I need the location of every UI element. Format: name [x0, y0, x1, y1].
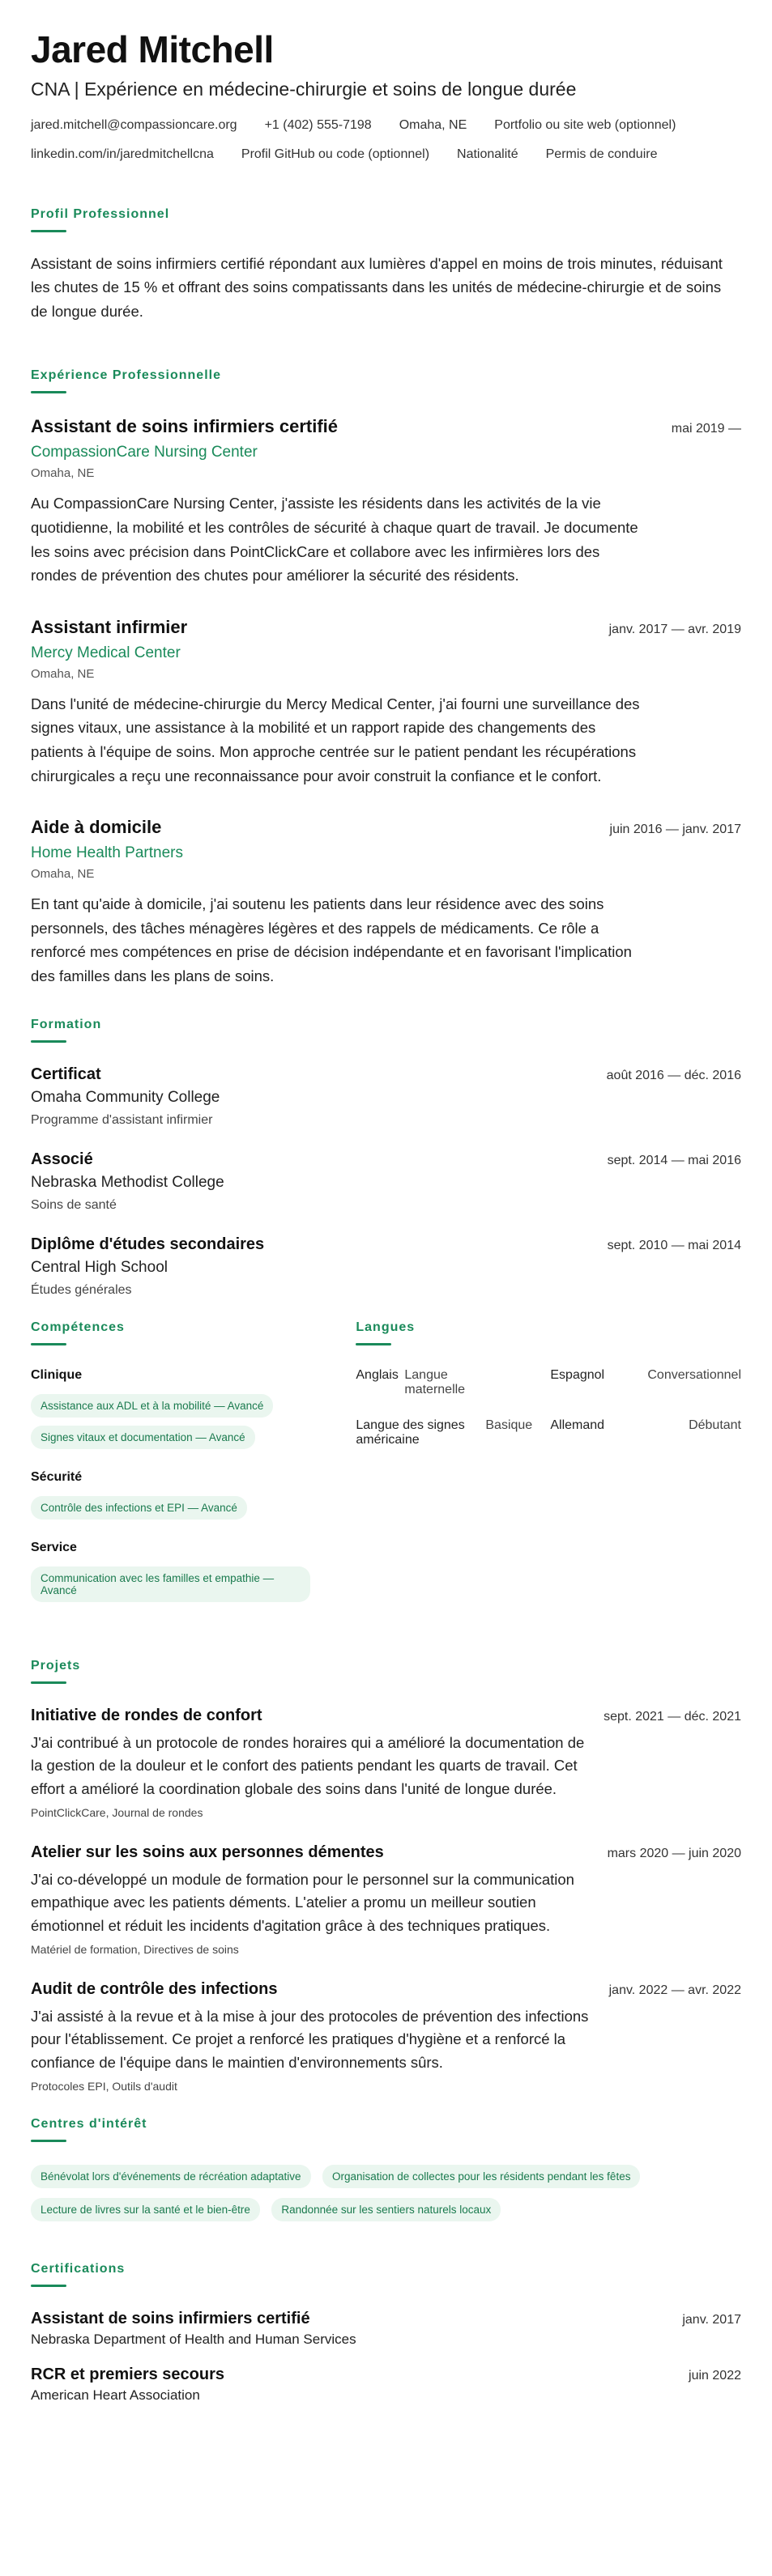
- education-field: Études générales: [31, 1282, 132, 1297]
- education-date: août 2016 — déc. 2016: [606, 1068, 741, 1082]
- job-company: CompassionCare Nursing Center: [31, 444, 258, 461]
- contact-linkedin[interactable]: linkedin.com/in/jaredmitchellcna: [31, 147, 214, 161]
- education-entry: [31, 1150, 741, 1213]
- section-title: Formation: [31, 1017, 102, 1031]
- education-field: Soins de santé: [31, 1197, 117, 1212]
- language-name: Allemand: [550, 1418, 605, 1432]
- contact-license: Permis de conduire: [545, 147, 658, 161]
- job-location: Omaha, NE: [31, 466, 95, 481]
- contact-email[interactable]: jared.mitchell@compassioncare.org: [31, 117, 237, 132]
- job-title: Assistant infirmier: [31, 616, 188, 637]
- interest-chip: Bénévolat lors d'événements de récréation adaptative: [31, 2165, 311, 2188]
- skill-group: [31, 1470, 317, 1523]
- project-name: Audit de contrôle des infections: [31, 1979, 278, 1998]
- skill-chip: Communication avec les familles et empathie — Avancé: [31, 1566, 310, 1602]
- section-title: Projets: [31, 1658, 81, 1673]
- skill-category: Clinique: [31, 1367, 83, 1382]
- projects-section: [31, 1659, 741, 2093]
- interest-chip: Organisation de collectes pour les résidents pendant les fêtes: [322, 2165, 640, 2188]
- project-date: mars 2020 — juin 2020: [607, 1846, 741, 1860]
- summary-text: Assistant de soins infirmiers certifié répondant aux lumières d'appel en moins de trois minutes, réduisant les chutes de 15 % et offrant des soins compatissants dans les unités de médecine-chirurgie et de soins de longue durée.: [31, 254, 723, 320]
- language-level: Langue maternelle: [404, 1367, 466, 1396]
- language-name: Langue des signes américaine: [356, 1418, 465, 1447]
- interest-chip: Randonnée sur les sentiers naturels locaux: [271, 2198, 501, 2221]
- contact-row-2: [31, 147, 741, 162]
- section-divider: [31, 391, 66, 393]
- skills-column: [31, 1320, 317, 1623]
- skill-group: [31, 1368, 317, 1452]
- section-divider: [356, 1343, 391, 1345]
- section-divider: [31, 2140, 66, 2142]
- job-title: Assistant de soins infirmiers certifié: [31, 416, 339, 437]
- section-title: Centres d'intérêt: [31, 2116, 147, 2131]
- languages-column: [356, 1320, 741, 1623]
- project-entry: [31, 1843, 741, 1956]
- section-divider: [31, 1343, 66, 1345]
- education-date: sept. 2014 — mai 2016: [607, 1153, 741, 1167]
- education-degree: Diplôme d'études secondaires: [31, 1235, 265, 1253]
- interests-section: [31, 2117, 741, 2226]
- skill-chip: Signes vitaux et documentation — Avancé: [31, 1426, 255, 1449]
- language-level: Conversationnel: [647, 1367, 741, 1382]
- section-title: Langues: [356, 1320, 416, 1334]
- certification-date: janv. 2017: [682, 2312, 741, 2327]
- job-description: Dans l'unité de médecine-chirurgie du Mercy Medical Center, j'ai fourni une surveillance des signes vitaux, une assistance à la mobilité et un rapport rapide des changements des patients à l'équipe de soins. Mon approche centrée sur le patient pendant les récupérations chirurgicales a reçu une reconnaissance pour avoir construit la confiance et le confort.: [31, 695, 640, 784]
- project-date: sept. 2021 — déc. 2021: [604, 1709, 741, 1724]
- certifications-section: [31, 2262, 741, 2404]
- summary-section: [31, 207, 741, 324]
- project-description: J'ai co-développé un module de formation pour le personnel sur la communication empathique avec les patients déments. L'atelier a promu un meilleur soutien émotionnel et réduit les incidents d'agitation grâce à des techniques pratiques.: [31, 1870, 574, 1934]
- job-company: Home Health Partners: [31, 844, 183, 862]
- section-divider: [31, 230, 66, 232]
- job-location: Omaha, NE: [31, 666, 95, 681]
- experience-entry: [31, 617, 741, 788]
- language-name: Espagnol: [550, 1367, 605, 1382]
- interests-list: [31, 2160, 741, 2226]
- certification-name: Assistant de soins infirmiers certifié: [31, 2309, 310, 2327]
- project-date: janv. 2022 — avr. 2022: [608, 1983, 741, 1997]
- job-date: mai 2019 —: [671, 422, 741, 436]
- contact-portfolio[interactable]: Portfolio ou site web (optionnel): [494, 117, 676, 132]
- contact-phone[interactable]: +1 (402) 555-7198: [264, 117, 372, 132]
- certification-issuer: Nebraska Department of Health and Human Services: [31, 2331, 356, 2347]
- project-tools: Matériel de formation, Directives de soins: [31, 1942, 239, 1956]
- project-description: J'ai assisté à la revue et à la mise à jour des protocoles de prévention des infections pour l'établissement. Ce projet a renforcé les pratiques d'hygiène et a renforcé la confiance de l'équipe dans le maintien d'environnements sûrs.: [31, 2007, 589, 2071]
- job-location: Omaha, NE: [31, 867, 95, 882]
- experience-entry: [31, 416, 741, 587]
- job-description: En tant qu'aide à domicile, j'ai soutenu les patients dans leur résidence avec des soins personnels, des tâches ménagères légères et des rappels de médicaments. Ce rôle a renforcé mes compétences en prise de décision indépendante et en favorisant l'implication des familles dans les plans de soins.: [31, 895, 632, 984]
- education-section: [31, 1018, 741, 1298]
- project-tools: PointClickCare, Journal de rondes: [31, 1805, 203, 1819]
- certification-entry: [31, 2366, 741, 2404]
- education-field: Programme d'assistant infirmier: [31, 1112, 213, 1127]
- interest-chip: Lecture de livres sur la santé et le bien-être: [31, 2198, 260, 2221]
- project-entry: [31, 1980, 741, 2093]
- languages-list: [356, 1368, 741, 1447]
- candidate-name: Jared Mitchell: [31, 28, 274, 70]
- section-title: Compétences: [31, 1320, 125, 1334]
- education-entry: [31, 1065, 741, 1128]
- section-divider: [31, 2285, 66, 2287]
- education-school: Nebraska Methodist College: [31, 1173, 224, 1191]
- contact-github[interactable]: Profil GitHub ou code (optionnel): [241, 147, 430, 161]
- job-title: Aide à domicile: [31, 817, 162, 838]
- project-name: Initiative de rondes de confort: [31, 1706, 262, 1724]
- certification-entry: [31, 2310, 741, 2348]
- certification-name: RCR et premiers secours: [31, 2365, 224, 2383]
- education-entry: [31, 1235, 741, 1298]
- skill-chip: Contrôle des infections et EPI — Avancé: [31, 1496, 247, 1520]
- candidate-headline: CNA | Expérience en médecine-chirurgie et soins de longue durée: [31, 78, 577, 100]
- education-degree: Certificat: [31, 1065, 101, 1083]
- job-company: Mercy Medical Center: [31, 644, 181, 661]
- experience-entry: [31, 817, 741, 988]
- experience-section: [31, 368, 741, 988]
- education-school: Central High School: [31, 1258, 168, 1276]
- contact-location: Omaha, NE: [399, 117, 467, 132]
- skills-languages-section: [31, 1320, 741, 1623]
- job-date: juin 2016 — janv. 2017: [609, 823, 741, 837]
- job-date: janv. 2017 — avr. 2019: [608, 622, 741, 636]
- language-level: Basique: [485, 1418, 533, 1432]
- job-description: Au CompassionCare Nursing Center, j'assiste les résidents dans les activités de la vie quotidienne, la mobilité et les contrôles de sécurité à chaque quart de travail. Je documente les soins avec précision dans PointClickCare et collabore avec les infirmières lors des rondes de prévention des chutes pour améliorer la sécurité des résidents.: [31, 495, 638, 584]
- resume-header: [31, 29, 741, 162]
- certification-date: juin 2022: [689, 2368, 741, 2383]
- project-entry: [31, 1707, 741, 1819]
- education-date: sept. 2010 — mai 2014: [607, 1238, 741, 1252]
- section-title: Profil Professionnel: [31, 206, 170, 221]
- section-divider: [31, 1040, 66, 1043]
- education-degree: Associé: [31, 1150, 93, 1168]
- education-school: Omaha Community College: [31, 1088, 220, 1106]
- contact-row-1: [31, 118, 741, 133]
- skill-category: Sécurité: [31, 1469, 83, 1484]
- language-name: Anglais: [356, 1367, 399, 1382]
- certification-issuer: American Heart Association: [31, 2387, 200, 2403]
- contact-nationality: Nationalité: [457, 147, 518, 161]
- section-title: Certifications: [31, 2261, 126, 2276]
- project-name: Atelier sur les soins aux personnes démentes: [31, 1843, 384, 1861]
- skill-category: Service: [31, 1540, 77, 1554]
- skill-chip: Assistance aux ADL et à la mobilité — Avancé: [31, 1394, 273, 1418]
- skill-group: [31, 1541, 317, 1605]
- section-divider: [31, 1681, 66, 1684]
- project-description: J'ai contribué à un protocole de rondes horaires qui a amélioré la documentation de la gestion de la douleur et le confort des patients pendant les quarts de travail. Cet effort a amélioré la coordination globale des soins dans l'unité de longue durée.: [31, 1733, 585, 1797]
- section-title: Expérience Professionnelle: [31, 368, 221, 383]
- language-level: Débutant: [689, 1418, 741, 1432]
- project-tools: Protocoles EPI, Outils d'audit: [31, 2079, 177, 2093]
